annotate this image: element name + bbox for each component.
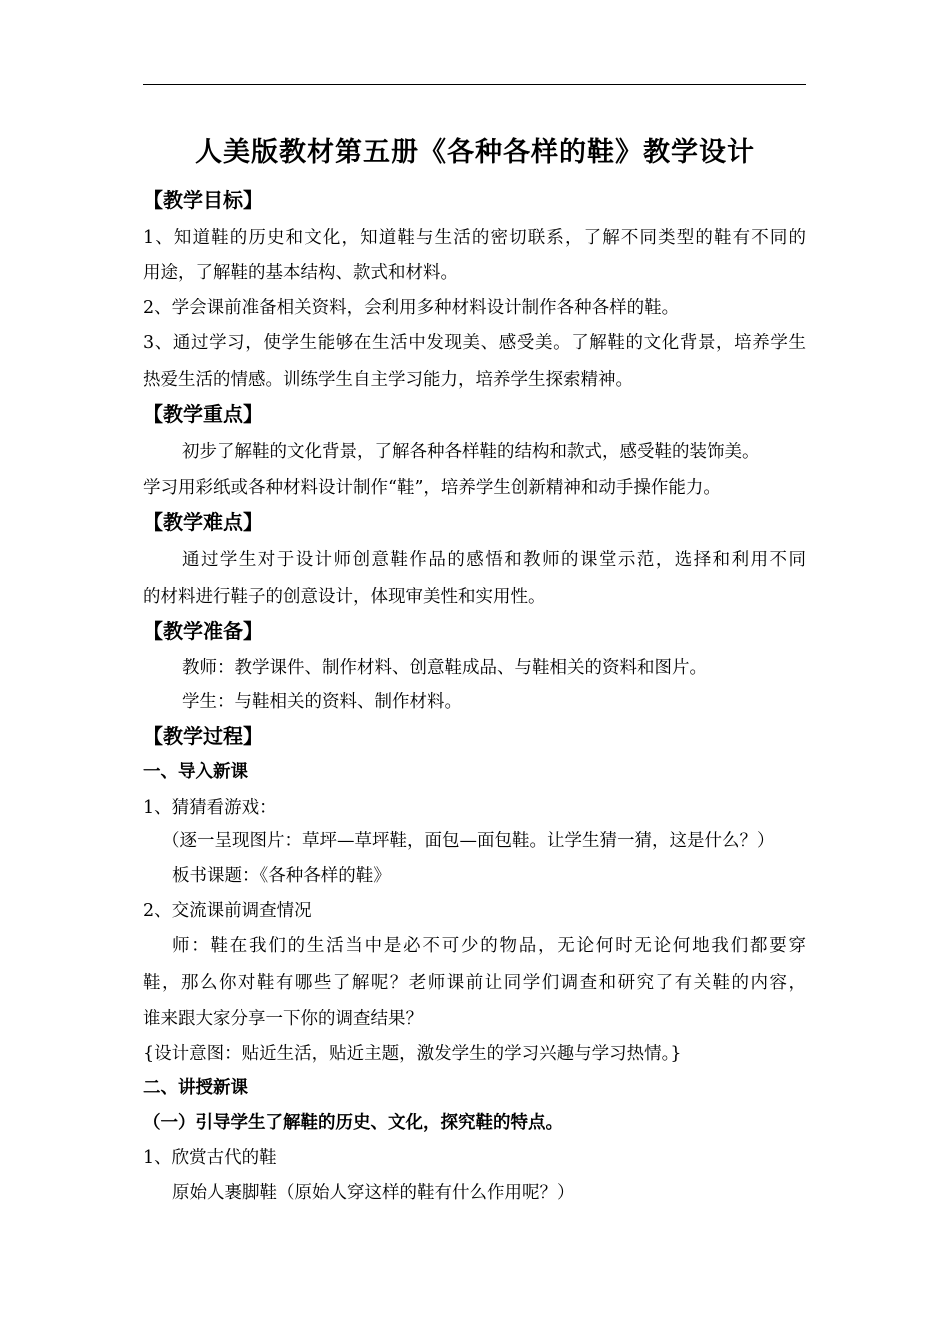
document-title: 人美版教材第五册《各种各样的鞋》教学设计 [195,137,755,168]
heading-key-points: 【教学重点】 [143,402,263,426]
section-1-item-2-line-2: 鞋，那么你对鞋有哪些了解呢？老师课前让同学们调查和研究了有关鞋的内容， [143,973,806,993]
preparation-teacher: 教师：教学课件、制作材料、创意鞋成品、与鞋相关的资料和图片。 [182,658,707,678]
goal-1-line-2: 用途，了解鞋的基本结构、款式和材料。 [143,263,458,283]
section-1-item-2: 2、交流课前调查情况 [143,901,312,921]
section-1-board-title: 板书课题：《各种各样的鞋》 [172,866,391,886]
section-1-design-intent: {设计意图：贴近生活，贴近主题，激发学生的学习兴趣与学习热情。} [143,1044,682,1064]
goal-2: 2、学会课前准备相关资料，会利用多种材料设计制作各种各样的鞋。 [143,298,680,318]
section-2-subheading-1: （一）引导学生了解鞋的历史、文化，探究鞋的特点。 [143,1113,563,1133]
goal-1-line-1: 1、知道鞋的历史和文化，知道鞋与生活的密切联系，了解不同类型的鞋有不同的 [143,228,806,248]
goal-3-line-1: 3、通过学习，使学生能够在生活中发现美、感受美。了解鞋的文化背景，培养学生 [143,333,806,353]
preparation-student: 学生：与鞋相关的资料、制作材料。 [182,692,462,712]
section-1-item-2-line-3: 谁来跟大家分享一下你的调查结果？ [143,1009,423,1029]
section-2-heading: 二、讲授新课 [143,1078,248,1098]
heading-difficulties: 【教学难点】 [143,510,263,534]
section-1-item-1-detail: （逐一呈现图片：草坪—草坪鞋，面包—面包鞋。让学生猜一猜，这是什么？） [162,831,775,851]
difficulties-line-1: 通过学生对于设计师创意鞋作品的感悟和教师的课堂示范，选择和利用不同 [182,550,806,570]
goal-3-line-2: 热爱生活的情感。训练学生自主学习能力，培养学生探索精神。 [143,370,633,390]
heading-process: 【教学过程】 [143,724,263,748]
difficulties-line-2: 的材料进行鞋子的创意设计，体现审美性和实用性。 [143,587,546,607]
key-points-line-2: 学习用彩纸或各种材料设计制作“鞋”，培养学生创新精神和动手操作能力。 [143,478,721,498]
section-1-item-1: 1、猜猜看游戏： [143,798,277,818]
section-1-item-2-line-1: 师：鞋在我们的生活当中是必不可少的物品，无论何时无论何地我们都要穿 [172,936,806,956]
header-rule [143,84,806,85]
key-points-line-1: 初步了解鞋的文化背景，了解各种各样鞋的结构和款式，感受鞋的装饰美。 [182,442,760,462]
heading-preparation: 【教学准备】 [143,619,263,643]
heading-goals: 【教学目标】 [143,188,263,212]
section-1-heading: 一、导入新课 [143,762,248,782]
section-2-item-1-detail: 原始人裹脚鞋（原始人穿这样的鞋有什么作用呢？） [172,1183,575,1203]
section-2-item-1: 1、欣赏古代的鞋 [143,1148,277,1168]
